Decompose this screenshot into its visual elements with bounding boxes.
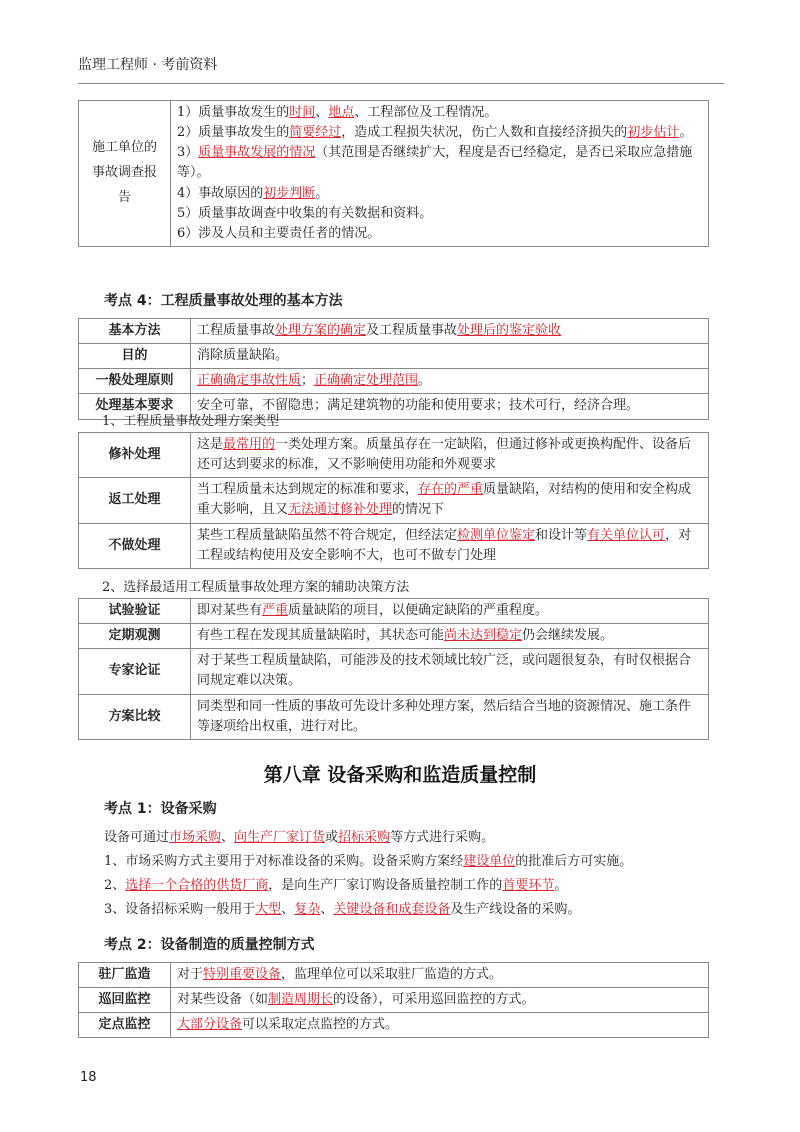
highlight-text: 市场采购: [169, 830, 222, 845]
text-segment: 、: [320, 902, 334, 917]
header-divider: [78, 83, 724, 84]
text-segment: 或: [325, 830, 339, 845]
chapter-title: 第八章 设备采购和监造质量控制: [263, 764, 537, 786]
highlight-text: 向生产厂家订货: [234, 830, 326, 845]
text-segment: 和设计等: [535, 527, 588, 543]
paragraph: [104, 826, 494, 845]
text-segment: 某些工程质量缺陷虽然不符合规定，但经法定: [197, 527, 458, 543]
table-row: [79, 319, 709, 344]
text-segment: ，是向生产厂家订购设备质量控制工作的: [268, 878, 503, 893]
decision-methods-table: [78, 598, 709, 740]
row-value: [191, 369, 709, 394]
report-item: [177, 224, 702, 244]
row-key: 定点监控: [79, 1013, 171, 1038]
table-row: [79, 963, 709, 988]
report-item: [177, 123, 702, 143]
highlight-text: 质量事故发展的情况: [198, 145, 316, 161]
row-key: 定期观测: [79, 624, 191, 649]
report-item: [177, 143, 702, 183]
highlight-text: 有关单位认可: [587, 527, 666, 543]
highlight-text: 存在的严重: [418, 482, 484, 498]
row-key: 专家论证: [79, 649, 191, 694]
highlight-text: 关键设备和成套设备: [333, 902, 451, 917]
paragraph: [104, 850, 632, 869]
text-segment: 可以采取定点监控的方式。: [242, 1017, 399, 1033]
table-row: [79, 649, 709, 694]
text-segment: 对于: [177, 967, 204, 982]
highlight-text: 无法通过修补处理: [288, 502, 393, 518]
text-segment: 的批准后方可实施。: [515, 854, 633, 869]
text-segment: 有些工程在发现其质量缺陷时，其状态可能: [197, 628, 445, 644]
highlight-text: 时间: [289, 105, 316, 120]
text-segment: 1）质量事故发生的: [177, 105, 290, 120]
highlight-text: 初步判断: [263, 185, 316, 201]
highlight-text: 大部分设备: [177, 1017, 243, 1033]
row-key: 不做处理: [79, 523, 191, 568]
highlight-text: 大型: [255, 902, 282, 917]
row-key: 试验验证: [79, 599, 191, 624]
text-segment: 及生产线设备的采购。: [450, 902, 581, 917]
row-value: [171, 963, 709, 988]
text-segment: （其范围是否继续扩大，程度是否已经稳定，是否已采取应急措施等）。: [177, 145, 693, 181]
text-segment: 。: [679, 125, 693, 141]
table-row: [79, 624, 709, 649]
text-segment: 、: [315, 105, 329, 120]
page-header: 监理工程师 · 考前资料: [78, 57, 218, 73]
table-row: [79, 694, 709, 739]
text-segment: 等方式进行采购。: [390, 830, 495, 845]
page-number: 18: [80, 1070, 97, 1085]
text-segment: ，监理单位可以采取驻厂监造的方式。: [281, 967, 503, 982]
text-segment: 这是: [197, 437, 224, 452]
subheading-1: 1、工程质量事故处理方案类型: [102, 414, 280, 429]
row-value: [171, 1013, 709, 1038]
text-segment: 的情况下: [392, 502, 445, 518]
highlight-text: 简要经过: [289, 125, 342, 141]
table-row: [79, 1013, 709, 1038]
row-key: 方案比较: [79, 694, 191, 739]
text-segment: 、: [221, 830, 235, 845]
highlight-text: 特别重要设备: [203, 967, 282, 982]
highlight-text: 处理后的鉴定验收: [457, 323, 562, 338]
text-segment: 一类处理方案。质量虽存在一定缺陷，但通过修补或更换构配件、设备后还可达到要求的标准，又不影响使用功能和外观要求: [197, 437, 692, 473]
manufacturing-control-table: [78, 962, 709, 1038]
text-segment: 2、: [104, 878, 126, 893]
text-segment: 仍会继续发展。: [522, 628, 614, 644]
report-label: 施工单位的事故调查报告: [79, 101, 171, 247]
row-value: [191, 649, 709, 694]
text-segment: 。: [315, 185, 329, 201]
text-segment: 消除质量缺陷。: [197, 348, 289, 364]
text-segment: 5）质量事故调查中收集的有关数据和资料。: [177, 205, 433, 221]
report-item: [177, 204, 702, 224]
row-key: 修补处理: [79, 433, 191, 478]
text-segment: ，造成工程损失状况，伤亡人数和直接经济损失的: [341, 125, 628, 141]
report-item: [177, 103, 702, 123]
paragraph: [104, 898, 580, 917]
basic-methods-table: [78, 318, 709, 420]
treatment-types-table: [78, 432, 709, 569]
text-segment: 。: [554, 878, 568, 893]
highlight-text: 复杂: [294, 902, 321, 917]
text-segment: 对于某些工程质量缺陷，可能涉及的技术领域比较广泛，或问题很复杂，有时仅根据合同规定难以决策。: [197, 653, 692, 689]
text-segment: 安全可靠，不留隐患；满足建筑物的功能和使用要求；技术可行，经济合理。: [197, 398, 640, 414]
row-value: [191, 433, 709, 478]
highlight-text: 制造周期长: [268, 992, 334, 1008]
text-segment: 的设备），可采用巡回监控的方式。: [333, 992, 535, 1008]
table-row: [79, 369, 709, 394]
text-segment: 4）事故原因的: [177, 185, 264, 201]
highlight-text: 尚未达到稳定: [444, 628, 523, 644]
row-value: [191, 344, 709, 369]
row-value: [171, 988, 709, 1013]
text-segment: 、: [281, 902, 295, 917]
paragraph: [104, 874, 567, 893]
text-segment: 当工程质量未达到规定的标准和要求，: [197, 482, 419, 498]
text-segment: 。: [418, 373, 432, 389]
text-segment: ，对工程或结构使用及安全影响不大，也可不做专门处理: [197, 527, 692, 563]
row-value: [191, 624, 709, 649]
report-items: [171, 101, 709, 247]
highlight-text: 选择一个合格的供货厂商: [125, 878, 269, 893]
text-segment: 2）质量事故发生的: [177, 125, 290, 141]
text-segment: 即对某些有: [197, 603, 263, 618]
text-segment: 工程质量事故: [197, 323, 276, 338]
row-key: 巡回监控: [79, 988, 171, 1013]
row-key: 返工处理: [79, 478, 191, 523]
text-segment: 对某些设备（如: [177, 992, 269, 1008]
highlight-text: 处理方案的确定: [275, 323, 367, 338]
highlight-text: 建设单位: [463, 854, 516, 869]
table-row: [79, 344, 709, 369]
table-row: [79, 599, 709, 624]
row-key: 基本方法: [79, 319, 191, 344]
row-value: [191, 478, 709, 523]
section-heading-2: 考点 2：设备制造的质量控制方式: [104, 937, 315, 953]
text-segment: ；: [301, 373, 315, 389]
table-row: [79, 478, 709, 523]
table-row: [79, 433, 709, 478]
text-segment: 3、设备招标采购一般用于: [104, 902, 256, 917]
text-segment: 质量缺陷，对结构的使用和安全构成重大影响，且又: [197, 482, 692, 518]
highlight-text: 首要环节: [502, 878, 555, 893]
text-segment: 同类型和同一性质的事故可先设计多种处理方案，然后结合当地的资源情况、施工条件等逐项给出权重，进行对比。: [197, 698, 692, 734]
row-value: [191, 523, 709, 568]
highlight-text: 初步估计: [627, 125, 680, 141]
text-segment: 6）涉及人员和主要责任者的情况。: [177, 225, 381, 241]
subheading-2: 2、选择最适用工程质量事故处理方案的辅助决策方法: [102, 580, 410, 595]
row-key: 驻厂监造: [79, 963, 171, 988]
highlight-text: 正确确定处理范围: [314, 373, 419, 389]
row-key: 处理基本要求: [79, 394, 191, 419]
highlight-text: 正确确定事故性质: [197, 373, 302, 389]
text-segment: 设备可通过: [104, 830, 170, 845]
highlight-text: 招标采购: [338, 830, 391, 845]
highlight-text: 最常用的: [223, 437, 276, 452]
text-segment: 1、市场采购方式主要用于对标准设备的采购。设备采购方案经: [104, 854, 464, 869]
accident-report-table: [78, 100, 709, 247]
section-heading-1: 考点 1：设备采购: [104, 801, 217, 817]
highlight-text: 严重: [262, 603, 289, 618]
text-segment: 3）: [177, 145, 199, 161]
text-segment: 质量缺陷的项目，以便确定缺陷的严重程度。: [288, 603, 549, 618]
section-heading-4: 考点 4：工程质量事故处理的基本方法: [104, 293, 343, 309]
report-item: [177, 184, 702, 204]
table-row: [79, 988, 709, 1013]
text-segment: 及工程质量事故: [366, 323, 458, 338]
row-key: 目的: [79, 344, 191, 369]
table-row: [79, 523, 709, 568]
row-value: [191, 694, 709, 739]
highlight-text: 检测单位鉴定: [457, 527, 536, 543]
highlight-text: 地点: [328, 105, 355, 120]
row-key: 一般处理原则: [79, 369, 191, 394]
row-value: [191, 599, 709, 624]
row-value: [191, 319, 709, 344]
text-segment: 、工程部位及工程情况。: [354, 105, 498, 120]
